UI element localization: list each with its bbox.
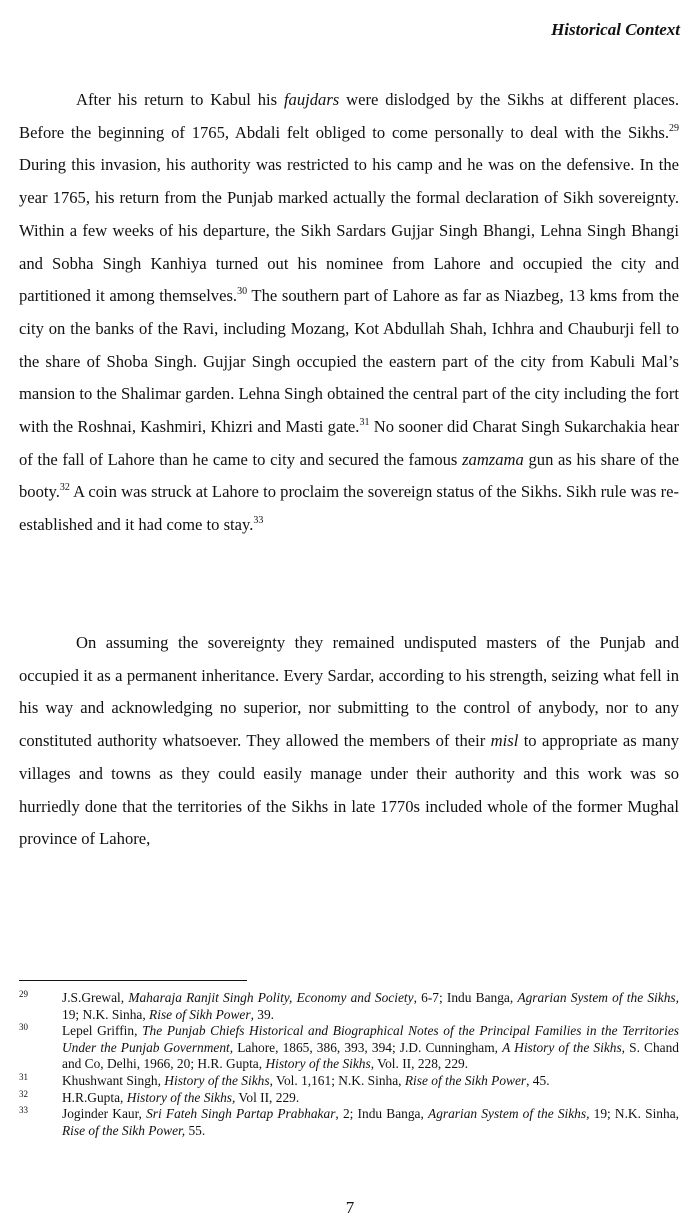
- page-number: 7: [345, 1198, 355, 1217]
- footnote-separator: [19, 980, 247, 981]
- footnote-29: 29 J.S.Grewal, Maharaja Ranjit Singh Polity, Economy and Society, 6-7; Indu Banga, Agrarian System of the Sikhs, 19; N.K. Sinha, Rise of Sikh Power, 39.: [19, 989, 679, 1022]
- footnote-ref-32[interactable]: 32: [59, 482, 70, 494]
- footnote-30: 30 Lepel Griffin, The Punjab Chiefs Historical and Biographical Notes of the Principal Families in the Territories Under the Punjab Government, Lahore, 1865, 386, 393, 394; J.D. Cunningham, A History of the Sikhs, S. Chand and Co, Delhi, 1966, 20; H.R. Gupta, History of the Sikhs, Vol. II, 228, 229.: [19, 1022, 679, 1072]
- running-header: Historical Context: [551, 20, 680, 39]
- footnote-31: 31 Khushwant Singh, History of the Sikhs, Vol. 1,161; N.K. Sinha, Rise of the Sikh Power, 45.: [19, 1071, 550, 1088]
- footnote-ref-33[interactable]: 33: [253, 515, 264, 527]
- footnote-33: 33 Joginder Kaur, Sri Fateh Singh Partap Prabhakar, 2; Indu Banga, Agrarian System of the Sikhs, 19; N.K. Sinha, Rise of the Sikh Power, 55.: [19, 1105, 679, 1138]
- body-paragraph-2: On assuming the sovereignty they remained undisputed masters of the Punjab and occupied it as a permanent inheritance. Every Sardar, according to his strength, seizing what fell in his way and acknowledging no superior, nor submitting to the control of anybody, nor to any constituted authority whatsoever. They allowed the members of their misl to appropriate as many villages and towns as they could easily manage under their authority and this work was so hurriedly done that the territories of the Sikhs in late 1770s included whole of the former Mughal province of Lahore,: [19, 633, 679, 849]
- footnote-ref-31[interactable]: 31: [359, 417, 370, 429]
- italic-term: misl: [490, 731, 519, 751]
- italic-term: zamzama: [462, 449, 524, 469]
- body-paragraph-1: After his return to Kabul his faujdars were dislodged by the Sikhs at different places. Before the beginning of 1765, Abdali felt obliged to come personally to deal with the Sikhs.$^{29}$ During this invasion, his authority was restricted to his camp and he was on the defensive. In the year 1765, his return from the Punjab marked actually the formal declaration of Sikh sovereignty. Within a few weeks of his departure, the Sikh Sardars Gujjar Singh Bhangi, Lehna Singh Bhangi and Sobha Singh Kanhiya turned out his nominee from Lahore and occupied the city and partitioned it among themselves.$^{30}$ The southern part of Lahore as far as Niazbeg, 13 kms from the city on the banks of the Ravi, including Mozang, Kot Abdullah Shah, Ichhra and Chauburji fell to the share of Shoba Singh. Gujjar Singh occupied the eastern part of the city from Kabuli Mal’s mansion to the Shalimar garden. Lehna Singh obtained the central part of the city including the fort with the Roshnai, Kashmiri, Khizri and Masti gate.$^{31}$ No sooner did Charat Singh Sukarchakia hear of the fall of Lahore than he came to city and secured the famous zamzama gun as his share of the booty.$^{32}$ A coin was struck at Lahore to proclaim the sovereign status of the Sikhs. Sikh rule was re-established and it had come to stay.$^{33}$: [19, 90, 679, 535]
- italic-term: faujdars: [283, 90, 340, 109]
- footnotes: [19, 990, 679, 1139]
- footnote-32: 32 H.R.Gupta, History of the Sikhs, Vol II, 229.: [19, 1088, 300, 1105]
- footnote-ref-29[interactable]: 29: [669, 122, 679, 134]
- footnote-ref-30[interactable]: 30: [237, 286, 248, 298]
